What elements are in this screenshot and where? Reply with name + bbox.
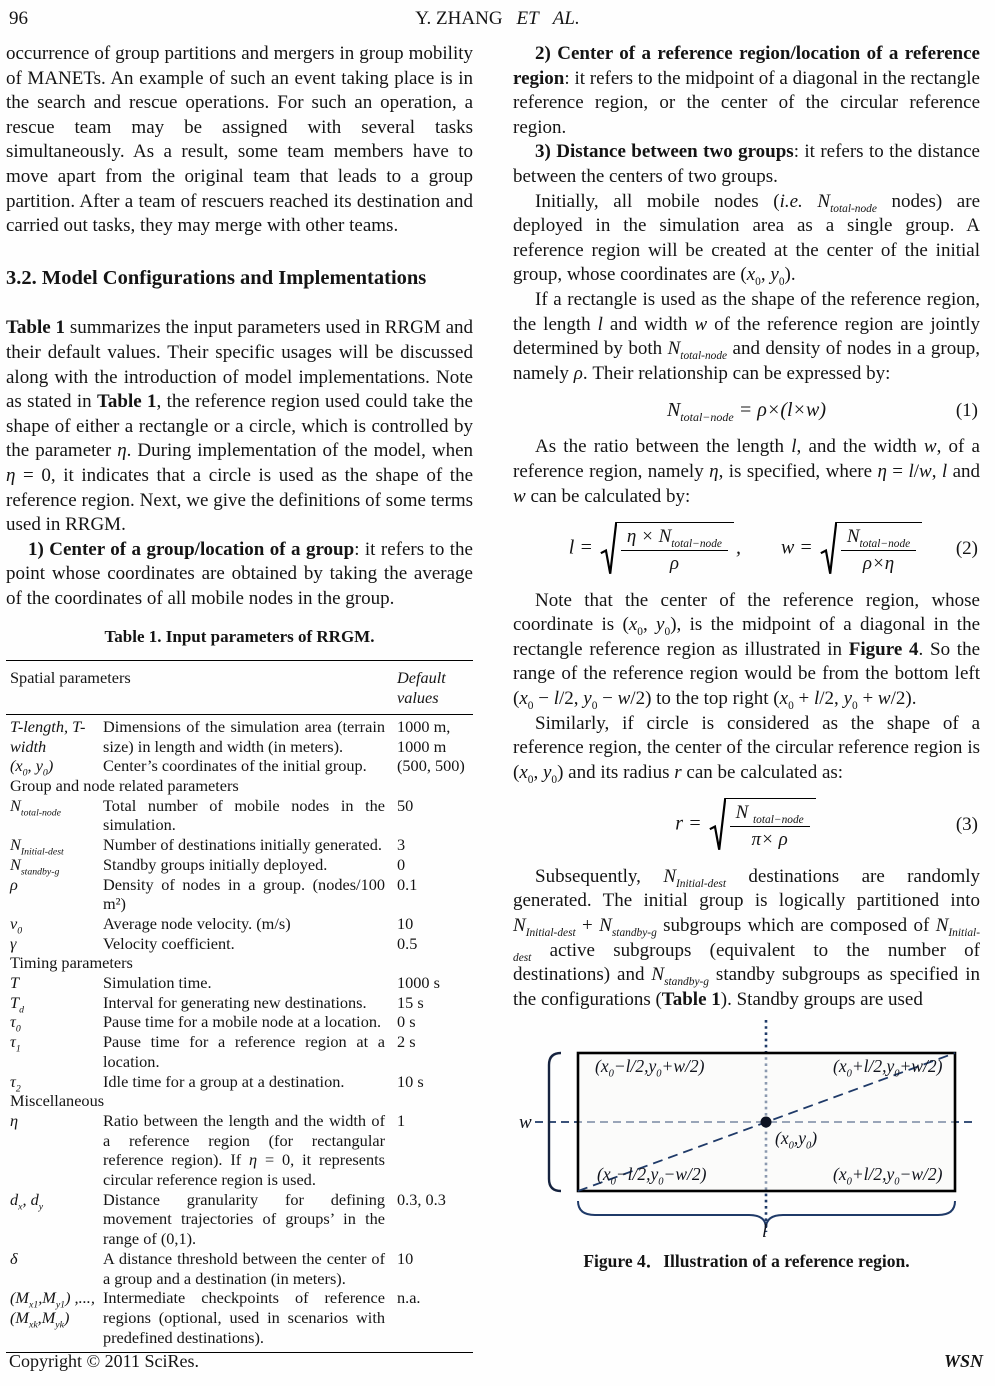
table-row — [10, 913, 469, 937]
table-row — [10, 993, 469, 1013]
desc-cell: Average node velocity. (m/s) — [103, 913, 291, 933]
param-cell: η — [10, 1110, 19, 1130]
paragraph: Initially, all mobile nodes (i.e. $N_{total-node}$ nodes) are deployed in the simulation area as a single group. A reference region will be created at the center of the initial group, whose coordinates are ($x_0$, $y_0$). — [513, 190, 981, 289]
table-row — [10, 1111, 469, 1190]
running-authors: Y. ZHANG — [415, 8, 503, 29]
table-row — [10, 854, 469, 878]
equation-2 — [513, 522, 980, 576]
corner-label-bottom-left: $(x_0-l/2,y_0-w/2)$ — [597, 1164, 707, 1188]
figure-caption: Figure 4．Illustration of a reference region. — [583, 1251, 910, 1272]
value-cell: 2 s — [397, 1032, 416, 1052]
table-row — [10, 796, 469, 835]
equation-number: (2) — [955, 537, 978, 559]
table-row — [10, 717, 469, 756]
paragraph: 1) Center of a group/location of a group: it refers to the point whose coordinates are obtained by taking the average of the coordinates of all mobile nodes in the group. — [6, 538, 473, 609]
value-cell: 1000 m, 1000 m — [397, 716, 451, 756]
table-row — [10, 1190, 469, 1249]
footer-journal: WSN — [943, 1351, 983, 1371]
value-cell: 0.1 — [397, 874, 418, 894]
desc-cell: Total number of mobile nodes in the simulation. — [103, 795, 385, 835]
table-row — [10, 1288, 469, 1347]
center-point — [761, 1117, 772, 1128]
param-cell: δ — [10, 1248, 18, 1268]
equation-1 — [513, 399, 980, 425]
table-section-label: Group and node related parameters — [10, 775, 239, 795]
value-cell: (500, 500) — [397, 756, 465, 776]
table-col1-header: Spatial parameters — [10, 668, 131, 688]
param-cell: $\tau_1$ — [10, 1032, 21, 1055]
desc-cell: Idle time for a group at a destination. — [103, 1071, 345, 1091]
desc-cell: Distance granularity for defining movement trajectories of groups’ in the range of (0,1). — [103, 1189, 385, 1249]
param-cell: $N_{standby-g}$ — [10, 854, 60, 878]
table-section-label: Miscellaneous — [10, 1091, 105, 1111]
param-cell: $\tau_0$ — [10, 1012, 21, 1035]
table-row — [10, 1249, 469, 1288]
paragraph: As the ratio between the length l, and the width w, of a reference region, namely η, is specified, where η = l/w, l and w can be calculated by: — [513, 436, 980, 507]
radical-sign — [709, 798, 726, 852]
value-cell: 0.3, 0.3 — [397, 1189, 446, 1209]
table-row — [10, 934, 469, 954]
value-cell: 10 s — [397, 1071, 424, 1091]
radical — [600, 522, 734, 576]
equation-3 — [513, 798, 980, 852]
paragraph: Note that the center of the reference region, whose coordinate is ($x_0$, $y_0$), is the midpoint of a diagonal in the rectangle reference region as illustrated in Figure 4. So the range of the reference region would be from the bottom left ($x_0 - l/2$, $y_0 - w/2$) to the top right ($x_0 + l/2$, $y_0 + w/2$). — [513, 589, 981, 712]
value-cell: 0.5 — [397, 933, 418, 953]
denominator: ρ — [621, 550, 728, 576]
radical — [709, 798, 816, 852]
footer-copyright: Copyright © 2011 SciRes. — [9, 1351, 200, 1371]
value-cell: 1000 s — [397, 973, 440, 993]
equation-number: (3) — [955, 814, 978, 836]
corner-label-bottom-right: $(x_0+l/2,y_0-w/2)$ — [833, 1164, 943, 1188]
table-section-label: Timing parameters — [10, 953, 133, 973]
value-cell: 1 — [397, 1110, 406, 1130]
table-row — [10, 875, 469, 914]
equation-lhs: l = — [568, 536, 593, 559]
figure-4 — [513, 1020, 980, 1272]
paragraph: 2) Center of a reference region/location of a reference region: it refers to the midpoint of a diagonal in the rectangle reference region, or the center of the circular reference region. — [513, 43, 980, 138]
table-row — [10, 973, 469, 993]
desc-cell: Simulation time. — [103, 973, 212, 993]
right-column — [513, 42, 980, 1353]
desc-cell: Ratio between the length and the width of a reference region (for rectangular reference region). If η = 0, it represents circular reference region is used. — [103, 1110, 385, 1190]
corner-label-top-right: $(x_0+l/2,y_0+w/2)$ — [833, 1056, 943, 1080]
desc-cell: Dimensions of the simulation area (terrain size) in length and width (in meters). — [103, 716, 385, 756]
equation-body: $N_{total-node} = \rho\times(l\times w)$ — [666, 399, 827, 425]
numerator: N $_{total-node}$ — [735, 802, 804, 827]
param-cell: $N_{total-node}$ — [10, 795, 62, 818]
param-cell: $N_{Initial-dest}$ — [10, 835, 64, 858]
length-label: l — [762, 1221, 768, 1243]
table — [6, 660, 473, 1353]
value-cell: 10 — [397, 1248, 414, 1268]
param-cell: $T_d$ — [10, 992, 24, 1015]
section-heading: 3.2. Model Configurations and Implementations — [6, 266, 427, 289]
param-cell: T-length, T-width — [10, 716, 86, 756]
table-row — [10, 835, 469, 858]
param-cell: ($x_0$, $y_0$) — [10, 756, 54, 779]
param-cell: $d_x$, $d_y$ — [10, 1189, 44, 1212]
value-cell: n.a. — [397, 1288, 421, 1308]
param-cell: $(M_{x1},M_{y1})$ ,..., $(M_{xk},M_{yk})$ — [10, 1288, 95, 1331]
center-label: $(x_0,y_0)$ — [775, 1128, 818, 1152]
table-row — [10, 756, 469, 779]
param-cell: $\tau_2$ — [10, 1071, 21, 1094]
running-etal: ET AL. — [516, 8, 580, 29]
running-head — [0, 6, 995, 36]
numerator: $N_{total-node}$ — [846, 526, 911, 550]
desc-cell: Standby groups initially deployed. — [103, 854, 328, 874]
desc-cell: Pause time for a mobile node at a location. — [103, 1012, 382, 1032]
page-number: 96 — [9, 8, 28, 29]
running-title — [0, 8, 995, 30]
corner-label-top-left: $(x_0-l/2,y_0+w/2)$ — [595, 1056, 705, 1080]
paragraph: occurrence of group partitions and mergers in group mobility of MANETs. An example of such an event taking place is in the search and rescue operations. For such an operation, a rescue team may be assigned with several tasks simultaneously. As a result, some team members have to move apart from the original team that leads to a group partition. After a team of rescuers reached its destination and carried out tasks, they may merge with other teams. — [6, 43, 473, 237]
left-column — [6, 42, 473, 1353]
two-column-body — [6, 42, 989, 1353]
desc-cell: Density of nodes in a group. (nodes/100 m²) — [103, 874, 385, 914]
value-cell: 10 — [397, 913, 414, 933]
paragraph: 3) Distance between two groups: it refers to the distance between the centers of two groups. — [513, 141, 980, 187]
desc-cell: Number of destinations initially generated. — [103, 835, 382, 855]
desc-cell: Interval for generating new destinations. — [103, 992, 367, 1012]
radical-sign — [820, 522, 837, 576]
value-cell: 50 — [397, 795, 414, 815]
param-cell: γ — [10, 933, 17, 953]
equation-lhs: r = — [675, 812, 702, 835]
table-header-row — [6, 661, 473, 714]
paragraph: Subsequently, $N_{Initial-dest}$ destinations are randomly generated. The initial group is logically partitioned into $N_{Initial-dest} + N_{standby-g}$ subgroups which are composed of $N_{Initial-dest}$ active subgroups (equivalent to the number of destinations) and $N_{standby-g}$ standby subgroups as specified in the configurations (Table 1). Standby groups are used — [513, 865, 981, 1010]
table-1 — [6, 627, 473, 1353]
param-cell: $v_0$ — [10, 913, 23, 937]
radical — [820, 522, 922, 576]
table-col3-header: Default values — [397, 668, 446, 708]
separator: , — [735, 536, 741, 559]
table-row — [10, 1032, 469, 1071]
denominator: π× ρ — [730, 826, 810, 852]
value-cell: 0 — [397, 854, 406, 874]
param-cell: T — [10, 973, 20, 993]
equation-number: (1) — [955, 399, 978, 421]
width-label: w — [519, 1112, 532, 1134]
value-cell: 15 s — [397, 992, 424, 1012]
paragraph: Similarly, if circle is considered as the shape of a reference region, the center of the circular reference region is ($x_0$, $y_0$) and its radius r can be calculated as: — [513, 712, 980, 786]
paragraph: Table 1 summarizes the input parameters used in RRGM and their default values. Their specific usages will be discussed along with the introduction of model implementations. Note as stated in Table 1, the reference region used could take the shape of either a rectangle or a circle, which is controlled by the parameter η. During implementation of the model, when η = 0, it indicates that a circle is used as the shape of the reference region. Next, we give the definitions of some terms used in RRGM. — [6, 317, 474, 536]
desc-cell: A distance threshold between the center of a group and a destination (in meters). — [103, 1248, 385, 1288]
table-title: Table 1. Input parameters of RRGM. — [104, 627, 375, 647]
param-cell: ρ — [10, 874, 18, 894]
numerator: $\eta \times N_{total-node}$ — [626, 526, 722, 550]
desc-cell: Intermediate checkpoints of reference regions (optional, used in scenarios with predefined destinations). — [103, 1288, 385, 1347]
table-row — [10, 1012, 469, 1035]
value-cell: 0 s — [397, 1012, 416, 1032]
desc-cell: Pause time for a reference region at a location. — [103, 1032, 385, 1071]
equation-lhs: w = — [780, 536, 813, 559]
table-row — [10, 1072, 469, 1092]
desc-cell: Velocity coefficient. — [103, 933, 235, 953]
table-body — [6, 715, 473, 1353]
reference-region-diagram — [513, 1020, 978, 1245]
page-footer — [9, 1351, 983, 1372]
paragraph: If a rectangle is used as the shape of the reference region, the length l and width w of the reference region are jointly determined by both $N_{total-node}$ and density of nodes in a group, namely ρ. Their relationship can be expressed by: — [513, 288, 980, 384]
denominator: ρ×η — [841, 550, 916, 576]
desc-cell: Center’s coordinates of the initial group. — [103, 756, 367, 776]
radical-sign — [600, 522, 617, 576]
value-cell: 3 — [397, 835, 406, 855]
